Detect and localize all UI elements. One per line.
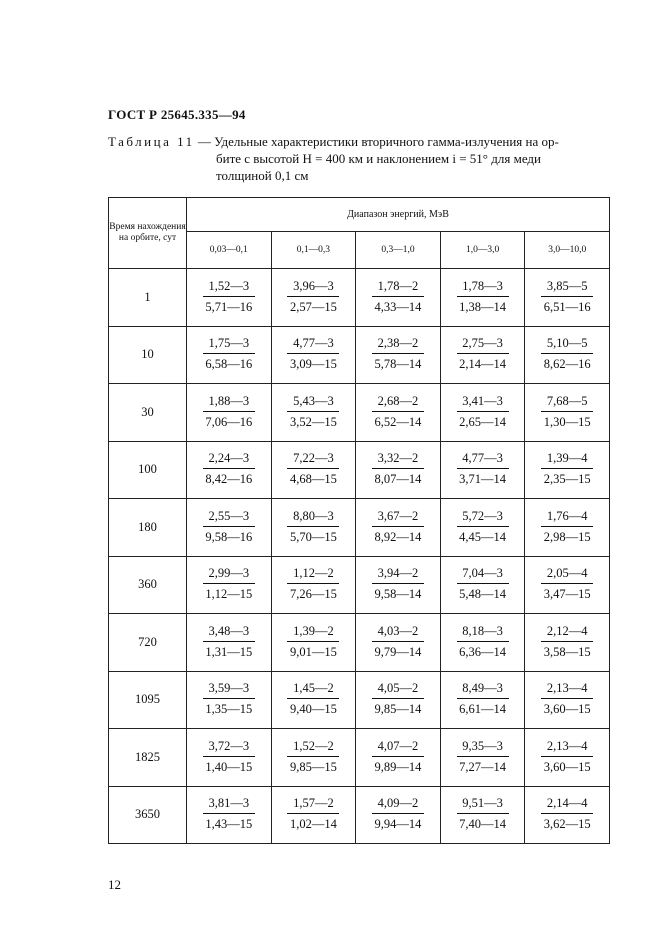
fraction-numerator: 1,88—3 bbox=[203, 394, 255, 412]
fraction-numerator: 1,45—2 bbox=[287, 681, 339, 699]
fraction-denominator: 9,01—15 bbox=[289, 644, 337, 659]
fraction bbox=[372, 451, 424, 486]
fraction-denominator: 4,33—14 bbox=[374, 299, 422, 314]
caption-line-1: — Удельные характеристики вторичного гамма-излучения на ор- bbox=[194, 134, 559, 149]
fraction bbox=[287, 451, 339, 486]
value-cell bbox=[525, 614, 610, 672]
fraction-numerator: 1,39—4 bbox=[541, 451, 593, 469]
fraction-denominator: 2,57—15 bbox=[289, 299, 337, 314]
fraction bbox=[541, 336, 593, 371]
fraction-denominator: 3,09—15 bbox=[289, 357, 337, 372]
fraction-denominator: 3,60—15 bbox=[543, 702, 591, 717]
fraction-denominator: 9,89—14 bbox=[374, 759, 422, 774]
value-cell bbox=[440, 269, 525, 327]
value-cell bbox=[356, 556, 441, 614]
fraction bbox=[541, 509, 593, 544]
fraction bbox=[457, 624, 509, 659]
fraction-numerator: 8,49—3 bbox=[457, 681, 509, 699]
fraction-numerator: 7,04—3 bbox=[457, 566, 509, 584]
fraction-numerator: 5,10—5 bbox=[541, 336, 593, 354]
value-cell bbox=[440, 786, 525, 844]
value-cell bbox=[525, 326, 610, 384]
value-cell bbox=[525, 269, 610, 327]
fraction bbox=[457, 566, 509, 601]
fraction bbox=[203, 394, 255, 429]
value-cell bbox=[440, 556, 525, 614]
value-cell bbox=[440, 671, 525, 729]
fraction-denominator: 7,06—16 bbox=[205, 414, 253, 429]
fraction-numerator: 1,57—2 bbox=[287, 796, 339, 814]
table-row bbox=[109, 786, 610, 844]
table-caption bbox=[108, 133, 610, 184]
fraction-denominator: 8,62—16 bbox=[543, 357, 591, 372]
value-cell bbox=[356, 786, 441, 844]
fraction-numerator: 2,13—4 bbox=[541, 739, 593, 757]
value-cell bbox=[440, 384, 525, 442]
value-cell bbox=[440, 326, 525, 384]
value-cell bbox=[187, 326, 272, 384]
fraction-denominator: 1,38—14 bbox=[459, 299, 507, 314]
fraction-numerator: 4,03—2 bbox=[372, 624, 424, 642]
value-cell bbox=[271, 614, 356, 672]
range-header-cell: 3,0—10,0 bbox=[525, 232, 610, 269]
caption-line-3: толщиной 0,1 см bbox=[216, 168, 309, 183]
fraction bbox=[203, 336, 255, 371]
fraction-numerator: 4,07—2 bbox=[372, 739, 424, 757]
table-row bbox=[109, 614, 610, 672]
value-cell bbox=[271, 269, 356, 327]
fraction bbox=[203, 279, 255, 314]
value-cell bbox=[271, 441, 356, 499]
fraction bbox=[457, 336, 509, 371]
value-cell bbox=[271, 499, 356, 557]
fraction-denominator: 6,36—14 bbox=[459, 644, 507, 659]
fraction-denominator: 3,58—15 bbox=[543, 644, 591, 659]
value-cell bbox=[187, 786, 272, 844]
fraction-denominator: 9,58—14 bbox=[374, 587, 422, 602]
fraction bbox=[287, 336, 339, 371]
value-cell bbox=[187, 729, 272, 787]
value-cell bbox=[187, 269, 272, 327]
energy-range-header: Диапазон энергий, МэВ bbox=[187, 198, 610, 232]
fraction-denominator: 4,45—14 bbox=[459, 529, 507, 544]
fraction-denominator: 3,62—15 bbox=[543, 817, 591, 832]
time-cell: 100 bbox=[109, 441, 187, 499]
document-id: ГОСТ Р 25645.335—94 bbox=[108, 107, 246, 122]
fraction-numerator: 1,78—2 bbox=[372, 279, 424, 297]
fraction-denominator: 2,35—15 bbox=[543, 472, 591, 487]
fraction-denominator: 9,94—14 bbox=[374, 817, 422, 832]
fraction-numerator: 8,18—3 bbox=[457, 624, 509, 642]
fraction-numerator: 2,13—4 bbox=[541, 681, 593, 699]
fraction-numerator: 1,12—2 bbox=[287, 566, 339, 584]
fraction bbox=[372, 394, 424, 429]
fraction-denominator: 8,42—16 bbox=[205, 472, 253, 487]
fraction-denominator: 1,40—15 bbox=[205, 759, 253, 774]
value-cell bbox=[525, 384, 610, 442]
value-cell bbox=[356, 614, 441, 672]
fraction-numerator: 5,43—3 bbox=[287, 394, 339, 412]
fraction bbox=[203, 624, 255, 659]
fraction-denominator: 7,27—14 bbox=[459, 759, 507, 774]
fraction-denominator: 5,48—14 bbox=[459, 587, 507, 602]
value-cell bbox=[271, 729, 356, 787]
fraction-numerator: 2,14—4 bbox=[541, 796, 593, 814]
value-cell bbox=[271, 786, 356, 844]
fraction bbox=[372, 566, 424, 601]
fraction-numerator: 3,48—3 bbox=[203, 624, 255, 642]
fraction-numerator: 2,05—4 bbox=[541, 566, 593, 584]
fraction-denominator: 1,35—15 bbox=[205, 702, 253, 717]
fraction bbox=[287, 566, 339, 601]
value-cell bbox=[187, 441, 272, 499]
value-cell bbox=[271, 671, 356, 729]
fraction-denominator: 9,40—15 bbox=[289, 702, 337, 717]
fraction-denominator: 9,58—16 bbox=[205, 529, 253, 544]
value-cell bbox=[525, 556, 610, 614]
fraction-numerator: 9,35—3 bbox=[457, 739, 509, 757]
fraction-numerator: 3,32—2 bbox=[372, 451, 424, 469]
fraction-numerator: 1,76—4 bbox=[541, 509, 593, 527]
time-cell: 180 bbox=[109, 499, 187, 557]
value-cell bbox=[356, 269, 441, 327]
table-row bbox=[109, 671, 610, 729]
fraction-numerator: 2,12—4 bbox=[541, 624, 593, 642]
fraction bbox=[457, 739, 509, 774]
fraction-numerator: 9,51—3 bbox=[457, 796, 509, 814]
fraction-numerator: 3,85—5 bbox=[541, 279, 593, 297]
fraction bbox=[372, 796, 424, 831]
value-cell bbox=[525, 441, 610, 499]
fraction bbox=[203, 796, 255, 831]
fraction-numerator: 3,41—3 bbox=[457, 394, 509, 412]
table-label: Таблица 11 bbox=[108, 134, 195, 149]
value-cell bbox=[525, 499, 610, 557]
fraction bbox=[457, 509, 509, 544]
fraction bbox=[203, 739, 255, 774]
page-number: 12 bbox=[108, 877, 121, 892]
data-table bbox=[108, 197, 610, 844]
fraction-numerator: 4,09—2 bbox=[372, 796, 424, 814]
fraction bbox=[203, 566, 255, 601]
fraction-denominator: 5,71—16 bbox=[205, 299, 253, 314]
fraction-numerator: 3,72—3 bbox=[203, 739, 255, 757]
fraction-denominator: 6,51—16 bbox=[543, 299, 591, 314]
fraction bbox=[203, 451, 255, 486]
fraction bbox=[372, 336, 424, 371]
fraction-numerator: 2,68—2 bbox=[372, 394, 424, 412]
fraction-numerator: 1,75—3 bbox=[203, 336, 255, 354]
value-cell bbox=[187, 614, 272, 672]
fraction bbox=[372, 681, 424, 716]
fraction-denominator: 4,68—15 bbox=[289, 472, 337, 487]
fraction bbox=[457, 451, 509, 486]
fraction-denominator: 6,58—16 bbox=[205, 357, 253, 372]
fraction bbox=[372, 624, 424, 659]
fraction-denominator: 9,79—14 bbox=[374, 644, 422, 659]
table-row bbox=[109, 269, 610, 327]
range-header-cell: 0,3—1,0 bbox=[356, 232, 441, 269]
fraction-numerator: 4,77—3 bbox=[287, 336, 339, 354]
value-cell bbox=[440, 441, 525, 499]
value-cell bbox=[187, 671, 272, 729]
fraction bbox=[372, 509, 424, 544]
fraction-numerator: 3,96—3 bbox=[287, 279, 339, 297]
time-column-header: Время нахождения на орбите, сут bbox=[109, 198, 187, 269]
fraction bbox=[541, 739, 593, 774]
fraction-denominator: 3,71—14 bbox=[459, 472, 507, 487]
value-cell bbox=[525, 671, 610, 729]
fraction bbox=[203, 681, 255, 716]
fraction bbox=[203, 509, 255, 544]
fraction-denominator: 8,92—14 bbox=[374, 529, 422, 544]
fraction-denominator: 3,52—15 bbox=[289, 414, 337, 429]
fraction-numerator: 4,77—3 bbox=[457, 451, 509, 469]
fraction-denominator: 1,30—15 bbox=[543, 414, 591, 429]
range-header-cell: 0,03—0,1 bbox=[187, 232, 272, 269]
value-cell bbox=[271, 556, 356, 614]
time-cell: 10 bbox=[109, 326, 187, 384]
fraction-numerator: 2,75—3 bbox=[457, 336, 509, 354]
fraction bbox=[541, 624, 593, 659]
fraction-numerator: 3,81—3 bbox=[203, 796, 255, 814]
fraction bbox=[457, 681, 509, 716]
fraction bbox=[372, 279, 424, 314]
value-cell bbox=[440, 614, 525, 672]
fraction-denominator: 6,52—14 bbox=[374, 414, 422, 429]
value-cell bbox=[440, 729, 525, 787]
table-row bbox=[109, 556, 610, 614]
fraction bbox=[372, 739, 424, 774]
fraction bbox=[287, 394, 339, 429]
fraction-denominator: 5,70—15 bbox=[289, 529, 337, 544]
fraction-denominator: 1,31—15 bbox=[205, 644, 253, 659]
fraction-denominator: 2,14—14 bbox=[459, 357, 507, 372]
fraction-denominator: 3,60—15 bbox=[543, 759, 591, 774]
fraction-numerator: 7,68—5 bbox=[541, 394, 593, 412]
value-cell bbox=[187, 556, 272, 614]
value-cell bbox=[187, 384, 272, 442]
fraction-denominator: 1,43—15 bbox=[205, 817, 253, 832]
fraction-numerator: 2,24—3 bbox=[203, 451, 255, 469]
table-row bbox=[109, 326, 610, 384]
time-cell: 360 bbox=[109, 556, 187, 614]
fraction-denominator: 6,61—14 bbox=[459, 702, 507, 717]
fraction bbox=[287, 624, 339, 659]
fraction-numerator: 1,52—2 bbox=[287, 739, 339, 757]
fraction-denominator: 7,40—14 bbox=[459, 817, 507, 832]
fraction bbox=[541, 566, 593, 601]
fraction bbox=[541, 451, 593, 486]
time-cell: 720 bbox=[109, 614, 187, 672]
value-cell bbox=[356, 499, 441, 557]
fraction-denominator: 1,12—15 bbox=[205, 587, 253, 602]
fraction-denominator: 2,65—14 bbox=[459, 414, 507, 429]
fraction bbox=[541, 796, 593, 831]
table-row bbox=[109, 729, 610, 787]
fraction-numerator: 2,99—3 bbox=[203, 566, 255, 584]
time-cell: 1 bbox=[109, 269, 187, 327]
fraction-denominator: 5,78—14 bbox=[374, 357, 422, 372]
fraction-numerator: 2,55—3 bbox=[203, 509, 255, 527]
value-cell bbox=[187, 499, 272, 557]
fraction bbox=[287, 739, 339, 774]
fraction-numerator: 1,52—3 bbox=[203, 279, 255, 297]
range-header-cell: 0,1—0,3 bbox=[271, 232, 356, 269]
table-body bbox=[109, 269, 610, 844]
caption-line-2: бите с высотой H = 400 км и наклонением i = 51° для меди bbox=[216, 151, 541, 166]
time-cell: 1825 bbox=[109, 729, 187, 787]
time-cell: 3650 bbox=[109, 786, 187, 844]
fraction-numerator: 1,39—2 bbox=[287, 624, 339, 642]
fraction bbox=[457, 279, 509, 314]
fraction-numerator: 3,67—2 bbox=[372, 509, 424, 527]
time-cell: 1095 bbox=[109, 671, 187, 729]
value-cell bbox=[356, 671, 441, 729]
value-cell bbox=[356, 729, 441, 787]
fraction bbox=[287, 681, 339, 716]
fraction bbox=[287, 796, 339, 831]
fraction-numerator: 3,59—3 bbox=[203, 681, 255, 699]
value-cell bbox=[356, 384, 441, 442]
fraction-denominator: 7,26—15 bbox=[289, 587, 337, 602]
value-cell bbox=[271, 326, 356, 384]
fraction-denominator: 8,07—14 bbox=[374, 472, 422, 487]
value-cell bbox=[525, 729, 610, 787]
fraction-numerator: 7,22—3 bbox=[287, 451, 339, 469]
fraction-numerator: 8,80—3 bbox=[287, 509, 339, 527]
fraction bbox=[287, 509, 339, 544]
fraction-denominator: 3,47—15 bbox=[543, 587, 591, 602]
fraction-numerator: 4,05—2 bbox=[372, 681, 424, 699]
value-cell bbox=[271, 384, 356, 442]
fraction bbox=[457, 394, 509, 429]
fraction bbox=[541, 394, 593, 429]
fraction-denominator: 2,98—15 bbox=[543, 529, 591, 544]
value-cell bbox=[525, 786, 610, 844]
table-row bbox=[109, 499, 610, 557]
table-row bbox=[109, 384, 610, 442]
fraction-denominator: 9,85—14 bbox=[374, 702, 422, 717]
value-cell bbox=[356, 441, 441, 499]
fraction bbox=[541, 279, 593, 314]
value-cell bbox=[356, 326, 441, 384]
time-cell: 30 bbox=[109, 384, 187, 442]
fraction-numerator: 2,38—2 bbox=[372, 336, 424, 354]
fraction-numerator: 5,72—3 bbox=[457, 509, 509, 527]
fraction bbox=[541, 681, 593, 716]
fraction-denominator: 1,02—14 bbox=[289, 817, 337, 832]
range-header-cell: 1,0—3,0 bbox=[440, 232, 525, 269]
table-row bbox=[109, 441, 610, 499]
fraction-numerator: 1,78—3 bbox=[457, 279, 509, 297]
fraction bbox=[457, 796, 509, 831]
fraction bbox=[287, 279, 339, 314]
fraction-numerator: 3,94—2 bbox=[372, 566, 424, 584]
fraction-denominator: 9,85—15 bbox=[289, 759, 337, 774]
value-cell bbox=[440, 499, 525, 557]
